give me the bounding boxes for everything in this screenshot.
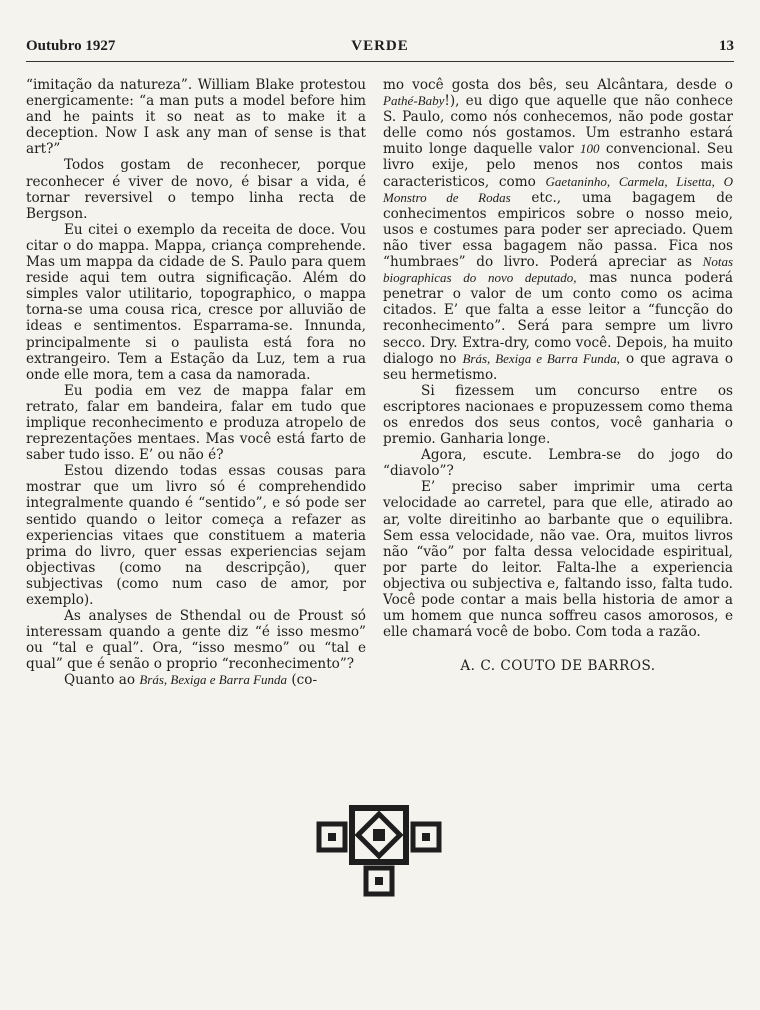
geometric-squares-ornament-icon	[316, 800, 442, 900]
paragraph: E’ preciso saber imprimir uma certa velocidade ao carretel, para que elle, atirado ao ar, volte direitinho ao barbante que o equilibra. Sem essa velocidade, não vae. Ora, muitos livros não “vão” por falta dessa velocidade espiritual, por parte do leitor. Falta-lhe a experiencia objectiva ou subjectiva e, faltando isso, falta tudo. Você pode contar a mais bella historia de amor a um homem que nunca soffreu casos amorosos, e elle chamará você de bobo. Com toda a razão.	[383, 479, 733, 641]
book-title: Brás, Bexiga e Barra Funda,	[462, 350, 621, 366]
text-run: Quanto ao	[64, 672, 136, 689]
right-column	[383, 77, 733, 674]
paragraph	[383, 77, 733, 383]
book-title: Brás, Bexiga e Barra Funda	[139, 672, 288, 688]
header-rule	[26, 61, 734, 62]
text-run: o que agrava o seu hermetismo.	[383, 350, 734, 383]
paragraph: “imitação da natureza”. William Blake protestou energicamente: “a man puts a model before him and he paints it so neat as to make it a deception. Now I ask any man of sense is that art?”	[26, 77, 366, 158]
text-run: convencional. Seu livro exije, pelo menos nos contos mais caracteristicos, como	[383, 141, 734, 190]
paragraph: Estou dizendo todas essas cousas para mostrar que um livro só é comprehendido integralmente quando é “sentido”, e só pode ser sentido quando o leitor começa a refazer as experiencias vitaes que constituem a materia prima do livro, quer essas experiencias sejam objectivas (como na descripção), quer subjectivas (como num caso de amor, por exemplo).	[26, 463, 366, 608]
issue-date: Outubro 1927	[26, 38, 116, 54]
text-run: !), eu digo que aquelle que não conhece S. Paulo, como nós conhecemos, não pode gostar delle como nós gostamos. Um estranho estará muito longe daquelle valor	[383, 93, 733, 158]
number-value: 100	[579, 141, 600, 157]
running-header	[26, 38, 734, 60]
paragraph: Eu podia em vez de mappa falar em retrato, falar em bandeira, falar em tudo que implique reconhecimento e produza atropelo de reprezentações mentaes. Mas você está farto de saber tudo isso. E’ ou não é?	[26, 382, 366, 464]
left-column	[26, 77, 366, 689]
story-titles: Gaetaninho, Carmela, Lisetta, O Monstro de Rodas	[383, 173, 733, 205]
paragraph: As analyses de Sthendal ou de Proust só interessam quando a gente diz “é isso mesmo” ou “tal e qual”. Ora, “isso mesmo” ou “tal e qual” que é senão o proprio “reconhecimento”?	[26, 608, 366, 673]
magazine-title: VERDE	[351, 38, 409, 54]
text-run: mas nunca poderá penetrar o valor de um conto como os acima citados. E’ que falta a esse leitor a “funcção do reconhecimento”. Será para sempre um livro secco. Dry. Extra-dry, como você. Depois, ha muito dialogo no	[383, 270, 733, 367]
film-title: Pathé-Baby	[383, 93, 445, 109]
text-run: etc., uma bagagem de conhecimentos empiricos sobre o nosso meio, usos e costumes para poder ser apreciado. Quem não tiver essa bagagem não passa. Fica nos “humbraes” do livro. Poderá apreciar as	[383, 189, 733, 271]
notes-title: Notas biographicas do novo deputado,	[383, 254, 733, 286]
page-number: 13	[719, 38, 734, 54]
paragraph: Agora, escute. Lembra-se do jogo do “diavolo”?	[383, 447, 733, 480]
author-signature: A. C. COUTO DE BARROS.	[460, 658, 656, 675]
text-run: (co-	[291, 672, 318, 689]
text-run: mo você gosta dos bês, seu Alcântara, desde o	[383, 77, 733, 93]
paragraph: Si fizessem um concurso entre os escriptores nacionaes e propuzessem como thema os enredos dos seus contos, você ganharia o premio. Ganharia longe.	[383, 382, 733, 448]
paragraph: Eu citei o exemplo da receita de doce. Vou citar o do mappa. Mappa, criança comprehende. Mas um mappa da cidade de S. Paulo para quem reside aqui tem outra significação. Além do simples valor utilitario, topographico, o mappa torna-se uma cousa rica, cresce por alluvião de ideas e sentimentos. Esparrama-se. Innunda, principalmente si o paulista está fora no extrangeiro. Tem a Estação da Luz, tem a rua onde elle mora, tem a casa da namorada.	[26, 221, 366, 383]
paragraph	[26, 672, 366, 688]
paragraph: Todos gostam de reconhecer, porque reconhecer é viver de novo, é bisar a vida, é tornar reversivel o tempo linha recta de Bergson.	[26, 157, 366, 222]
